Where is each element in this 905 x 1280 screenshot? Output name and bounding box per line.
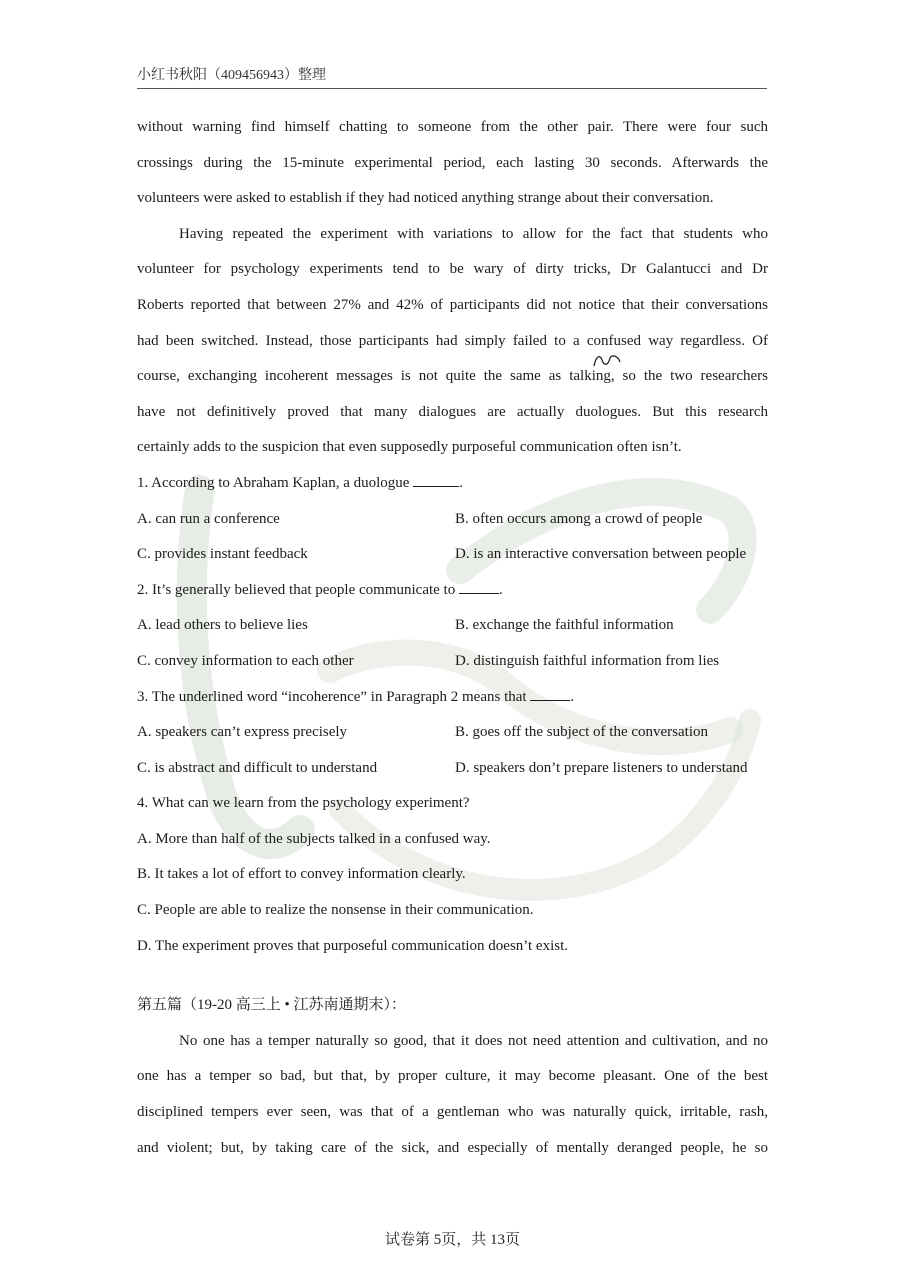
passage-5-line-1: No one has a temper naturally so good, that it does not need attention and cultivation, and no (179, 1032, 768, 1049)
passage-5-line-3: disciplined tempers ever seen, was that of a gentleman who was naturally quick, irritable, rash, (137, 1104, 768, 1121)
option-a: A. lead others to believe lies (137, 617, 308, 634)
answer-blank (413, 470, 459, 487)
passage-4-p1-line-1: without warning find himself chatting to someone from the other pair. There were four such (137, 119, 768, 135)
answer-blank (530, 684, 570, 701)
passage-4-p1-line-3: volunteers were asked to establish if they had noticed anything strange about their conversation. (137, 190, 714, 207)
option-a: A. can run a conference (137, 510, 280, 527)
passage-4-p2-line-5: course, exchanging incoherent messages is not quite the same as talking, so the two researchers (137, 368, 768, 385)
passage-4-p2-line-7: certainly adds to the suspicion that even supposedly purposeful communication often isn’t. (137, 439, 682, 456)
question-1 (137, 466, 768, 502)
passage-5-line-4: and violent; but, by taking care of the sick, and especially of mentally deranged people, he so (137, 1139, 768, 1156)
passage-4-p2-line-3: Roberts reported that between 27% and 42% of participants did not notice that their conversations (137, 296, 768, 313)
option-d: D. distinguish faithful information from lies (455, 652, 720, 669)
option-d: D. is an interactive conversation between people (455, 546, 747, 563)
question-4-option-c: C. People are able to realize the nonsense in their communication. (137, 902, 534, 919)
question-1-end: . (459, 474, 463, 491)
option-b: B. exchange the faithful information (455, 617, 674, 634)
question-4-option-b: B. It takes a lot of effort to convey information clearly. (137, 866, 466, 883)
question-2 (137, 573, 768, 609)
question-1-options-row-1 (137, 502, 768, 538)
answer-blank (459, 577, 499, 594)
passage-4-p1-line-2: crossings during the 15-minute experimental period, each lasting 30 seconds. Afterwards the (137, 154, 768, 171)
question-3-stem: 3. The underlined word “incoherence” in Paragraph 2 means that (137, 688, 527, 705)
option-a: A. speakers can’t express precisely (137, 724, 348, 741)
passage-4-p2-line-2: volunteer for psychology experiments tend to be wary of dirty tricks, Dr Galantucci and Dr (137, 261, 768, 278)
question-2-stem: 2. It’s generally believed that people communicate to (137, 581, 456, 598)
option-c: C. is abstract and difficult to understand (137, 759, 378, 776)
option-b: B. goes off the subject of the conversation (455, 724, 708, 741)
passage-5-heading: 第五篇（19-20 高三上 • 江苏南通期末）： (137, 997, 406, 1014)
question-3-options-row-2 (137, 751, 768, 787)
passage-4-p2-line-1: Having repeated the experiment with variations to allow for the fact that students who (179, 225, 768, 242)
option-d: D. speakers don’t prepare listeners to understand (455, 759, 748, 776)
question-2-end: . (498, 581, 503, 598)
question-3 (137, 680, 768, 716)
option-b: B. often occurs among a crowd of people (455, 510, 703, 527)
passage-4-p2-line-4: had been switched. Instead, those participants had simply failed to a confused way regardless. Of (137, 332, 768, 349)
question-4: 4. What can we learn from the psychology experiment? (137, 795, 470, 812)
handwritten-mark-icon (590, 350, 626, 372)
question-4-option-a: A. More than half of the subjects talked in a confused way. (137, 830, 491, 847)
question-1-options-row-2 (137, 537, 768, 573)
page-header: 小红书秋阳（409456943）整理 (137, 64, 767, 89)
question-1-stem: 1. According to Abraham Kaplan, a duologue (137, 474, 410, 491)
question-2-options-row-2 (137, 644, 768, 680)
question-3-end: . (570, 688, 575, 705)
passage-5-line-2: one has a temper so bad, but that, by proper culture, it may become pleasant. One of the best (137, 1068, 768, 1085)
section-gap (137, 964, 768, 988)
question-2-options-row-1 (137, 608, 768, 644)
page-footer: 试卷第 5页，共 13页 (384, 1232, 520, 1248)
question-3-options-row-1 (137, 715, 768, 751)
option-c: C. provides instant feedback (137, 546, 308, 563)
question-4-option-d: D. The experiment proves that purposeful communication doesn’t exist. (137, 937, 569, 954)
option-c: C. convey information to each other (137, 652, 354, 669)
passage-4-p2-line-6: have not definitively proved that many dialogues are actually duologues. But this research (137, 403, 768, 420)
page-content (137, 110, 768, 1166)
